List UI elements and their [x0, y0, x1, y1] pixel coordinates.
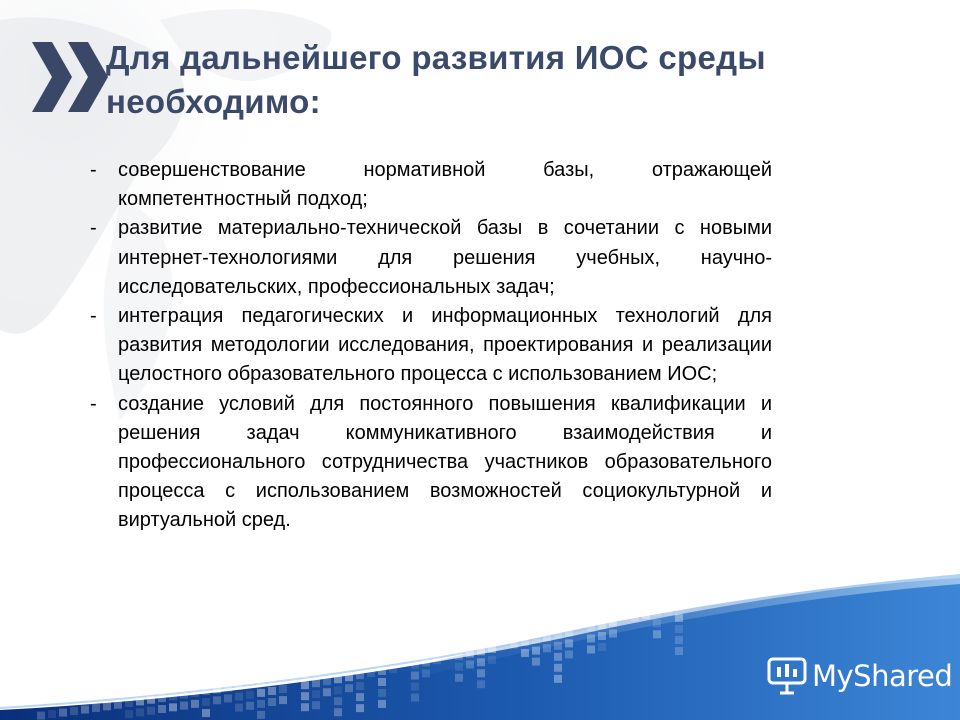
list-item: - создание условий для постоянного повышения квалификации и решения задач коммуникативного взаимодействия и профессионального сотрудничества участников образовательного процесса с использованием возможностей социокультурной и виртуальной сред.: [86, 390, 772, 536]
logo-text: MyShared: [812, 659, 953, 693]
myshared-logo: [766, 654, 952, 698]
list-item: - совершенствование нормативной базы, отражающей компетентностный подход;: [86, 156, 772, 214]
presentation-board-icon: [766, 656, 808, 696]
double-chevron-icon: [30, 40, 112, 114]
list-item: - интеграция педагогических и информационных технологий для развития методологии исследования, проектирования и реализации целостного образовательного процесса с использованием ИОС;: [86, 302, 772, 390]
bullet-list: [86, 156, 772, 536]
list-item: - развитие материально-технической базы в сочетании с новыми интернет-технологиями для решения учебных, научно-исследовательских, профессиональных задач;: [86, 214, 772, 302]
slide-title: Для дальнейшего развития ИОС среды необходимо:: [106, 39, 766, 120]
